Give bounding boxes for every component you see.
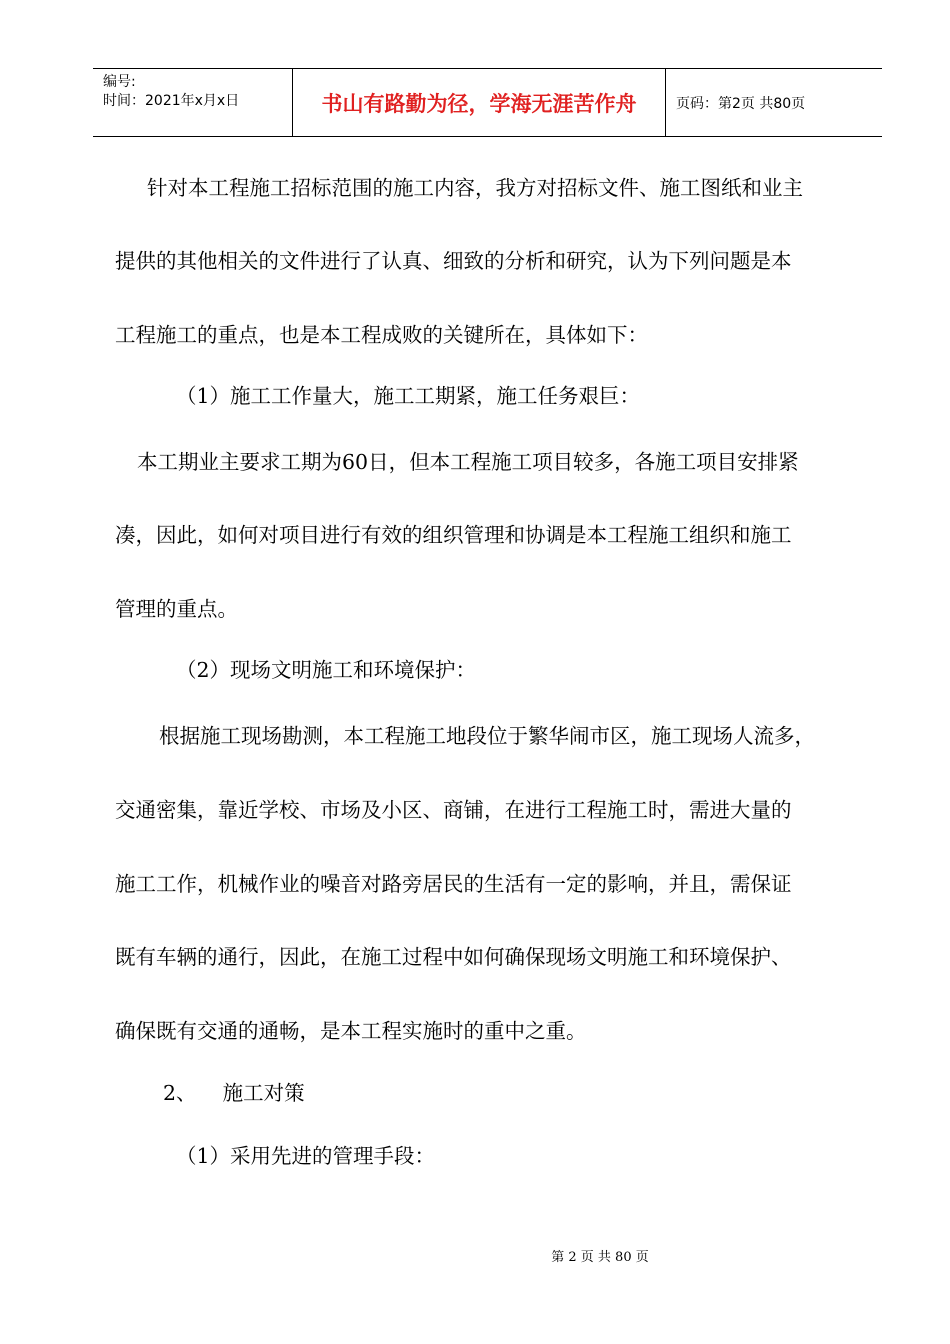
subheading-line: （1）采用先进的管理手段： <box>176 1144 436 1168</box>
paragraph-line: 凑，因此，如何对项目进行有效的组织管理和协调是本工程施工组织和施工 <box>115 523 792 547</box>
paragraph-line: 提供的其他相关的文件进行了认真、细致的分析和研究，认为下列问题是本 <box>115 249 792 273</box>
paragraph-line: 工程施工的重点，也是本工程成败的关键所在，具体如下： <box>115 323 648 347</box>
paragraph-line: 施工工作，机械作业的噪音对路旁居民的生活有一定的影响，并且，需保证 <box>115 872 792 896</box>
page-header <box>93 68 882 137</box>
document-time-label: 时间：2021年x月x日 <box>103 93 240 109</box>
paragraph-line: 既有车辆的通行，因此，在施工过程中如何确保现场文明施工和环境保护、 <box>115 945 792 969</box>
paragraph-line: 交通密集，靠近学校、市场及小区、商铺，在进行工程施工时，需进大量的 <box>115 798 792 822</box>
section-heading: 2、 施工对策 <box>163 1081 305 1105</box>
page-footer: 第 2 页 共 80 页 <box>551 1250 649 1265</box>
document-number-label: 编号: <box>103 74 136 90</box>
paragraph-line: 管理的重点。 <box>115 597 238 621</box>
paragraph-line: 根据施工现场勘测，本工程施工地段位于繁华闹市区，施工现场人流多， <box>159 724 815 748</box>
subheading-line: （1）施工工作量大，施工工期紧，施工任务艰巨： <box>176 384 641 408</box>
paragraph-line: 针对本工程施工招标范围的施工内容，我方对招标文件、施工图纸和业主 <box>147 176 803 200</box>
subheading-line: （2）现场文明施工和环境保护： <box>176 658 477 682</box>
header-motto: 书山有路勤为径，学海无涯苦作舟 <box>293 69 666 136</box>
header-page-info: 页码：第2页 共80页 <box>676 95 806 112</box>
header-meta <box>93 69 293 136</box>
paragraph-line: 确保既有交通的通畅，是本工程实施时的重中之重。 <box>115 1019 587 1043</box>
paragraph-line: 本工期业主要求工期为60日，但本工程施工项目较多，各施工项目安排紧 <box>137 450 799 474</box>
